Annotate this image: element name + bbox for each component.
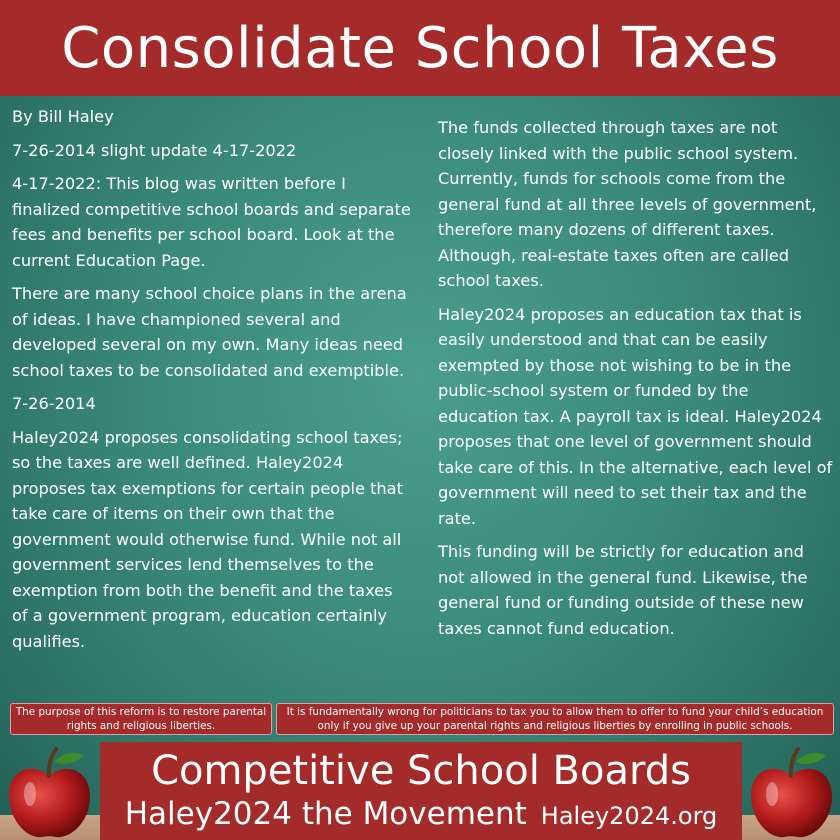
update-note: 4-17-2022: This blog was written before I finalized competitive school boards and separate fees and benefits per school board. Look at the current Education Page. [12, 174, 411, 270]
footer-banner [100, 742, 742, 840]
footer-movement: Haley2024 the Movement [124, 796, 527, 832]
paragraph: This funding will be strictly for education and not allowed in the general fund. Likewise, the general fund or funding outside of these new taxes cannot fund education. [438, 542, 808, 638]
apple-icon [746, 742, 836, 840]
footer-tagline: Competitive School Boards [151, 748, 691, 794]
apple-icon [4, 742, 94, 840]
paragraph: Haley2024 proposes an education tax that is easily understood and that can be easily exempted by those not wishing to be in the public-school system or funded by the education tax. A payroll tax is ideal. Haley2024 proposes that one level of government should take care of this. In the alternative, each level of government will need to set their tax and the rate. [438, 304, 833, 528]
byline: By Bill Haley [12, 107, 114, 126]
notice-statement: It is fundamentally wrong for politicians to tax you to allow them to offer to fund your child’s education only if you give up your parental rights and religious liberties by enrolling in public schools. [276, 703, 834, 735]
page-title: Consolidate School Taxes [61, 15, 779, 81]
footer-movement-line [100, 794, 742, 836]
date-line: 7-26-2014 slight update 4-17-2022 [12, 140, 297, 160]
paragraph: Haley2024 proposes consolidating school taxes; so the taxes are well defined. Haley2024 proposes tax exemptions for certain people that take care of items on their own that the government would otherwise fund. While not all government services lend themselves to the exemption from both the benefit and the taxes of a government program, education certainly qualifies. [12, 427, 403, 651]
article-right-column [438, 115, 833, 649]
paragraph: The funds collected through taxes are not closely linked with the public school system. Currently, funds for schools come from the general fund at all three levels of government, therefore many dozens of different taxes. Although, real-estate taxes often are called school taxes. [438, 118, 817, 290]
date-line: 7-26-2014 [12, 394, 96, 413]
article-left-column [12, 104, 412, 662]
notice-purpose: The purpose of this reform is to restore parental rights and religious liberties. [10, 703, 272, 735]
footer-url: Haley2024.org [540, 802, 718, 830]
paragraph: There are many school choice plans in the arena of ideas. I have championed several and developed several on my own. Many ideas need school taxes to be consolidated and exemptible. [12, 284, 407, 380]
title-banner [0, 0, 840, 96]
